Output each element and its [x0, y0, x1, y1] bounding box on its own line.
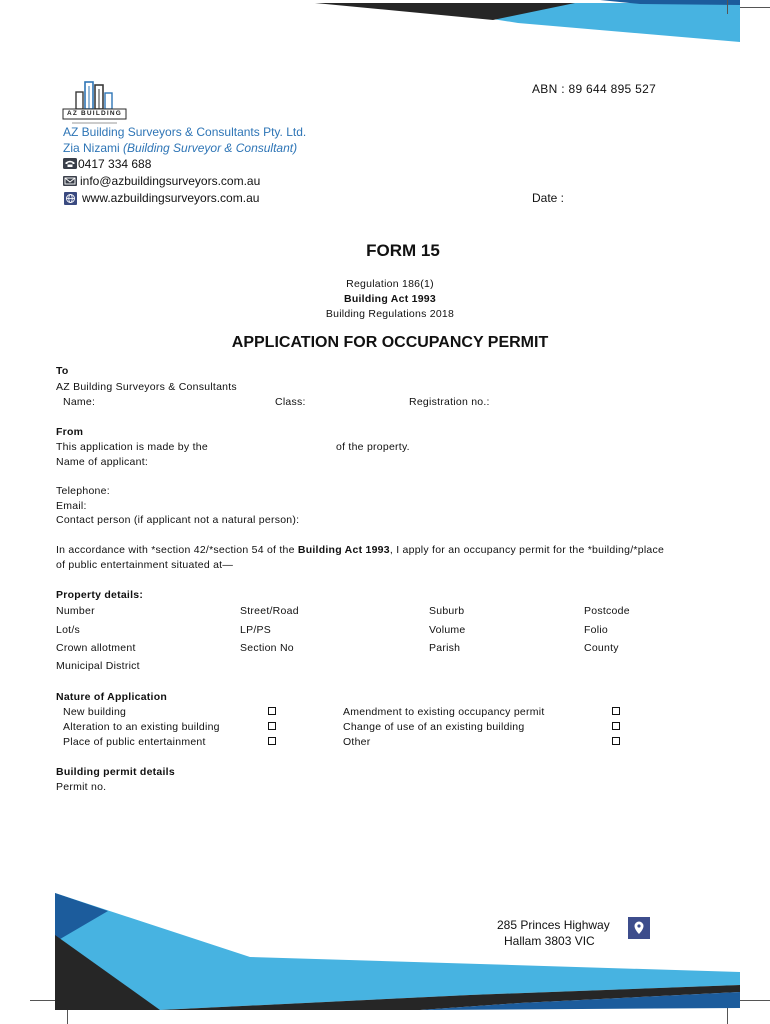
of-property-label: of the property. [336, 441, 410, 453]
new-building-checkbox[interactable] [268, 707, 276, 715]
contact-person-label: Contact person (if applicant not a natural person): [56, 514, 300, 526]
nature-option-label: Other [343, 736, 371, 748]
property-field-label: Folio [584, 624, 609, 636]
globe-icon [64, 192, 77, 205]
nature-heading: Nature of Application [56, 691, 168, 703]
recipient-name: AZ Building Surveyors & Consultants [56, 381, 237, 393]
nature-option-label: Alteration to an existing building [63, 721, 220, 733]
property-field-label: Municipal District [56, 660, 140, 672]
email-address[interactable]: info@azbuildingsurveyors.com.au [80, 174, 261, 188]
property-field-label: Street/Road [240, 605, 299, 617]
nature-option-label: Change of use of an existing building [343, 721, 525, 733]
property-field-label: Lot/s [56, 624, 81, 636]
company-logo [60, 78, 130, 128]
declaration-line-1 [56, 544, 664, 557]
class-label: Class: [275, 396, 306, 408]
declaration-text: , I apply for an occupancy permit for the *building/*place [389, 544, 665, 556]
applicant-name-label: Name of applicant: [56, 456, 149, 468]
crop-mark [740, 7, 770, 8]
change-of-use-checkbox[interactable] [612, 722, 620, 730]
form-number: FORM 15 [366, 241, 440, 260]
amendment-checkbox[interactable] [612, 707, 620, 715]
property-field-label: Parish [429, 642, 461, 654]
property-heading: Property details: [56, 589, 144, 601]
contact-line [63, 141, 297, 156]
property-field-label: Section No [240, 642, 294, 654]
crop-mark [727, 0, 728, 14]
declaration-text: In accordance with *section 42/*section 54 of the [56, 544, 298, 556]
phone-icon [63, 158, 77, 169]
company-name: AZ Building Surveyors & Consultants Pty. Ltd. [63, 125, 307, 139]
public-entertainment-checkbox[interactable] [268, 737, 276, 745]
property-field-label: Suburb [429, 605, 465, 617]
declaration-line-2: of public entertainment situated at— [56, 559, 234, 571]
property-field-label: Number [56, 605, 95, 617]
nature-option-label: New building [63, 706, 127, 718]
abn-number: ABN : 89 644 895 527 [532, 82, 657, 96]
telephone-label: Telephone: [56, 485, 110, 497]
map-pin-icon [628, 917, 650, 939]
contact-role: (Building Surveyor & Consultant) [123, 141, 298, 155]
footer-decoration [0, 880, 770, 1015]
regulations-reference: Building Regulations 2018 [325, 308, 455, 320]
alteration-checkbox[interactable] [268, 722, 276, 730]
email-label: Email: [56, 500, 87, 512]
property-field-label: Crown allotment [56, 642, 136, 654]
made-by-label: This application is made by the [56, 441, 208, 453]
property-field-label: LP/PS [240, 624, 272, 636]
permit-number-label: Permit no. [56, 781, 107, 793]
name-label: Name: [63, 396, 96, 408]
from-heading: From [56, 426, 84, 438]
property-field-label: County [584, 642, 619, 654]
to-heading: To [56, 365, 69, 377]
other-checkbox[interactable] [612, 737, 620, 745]
permit-heading: Building permit details [56, 766, 175, 778]
contact-name: Zia Nizami [63, 141, 120, 155]
regulation-reference: Regulation 186(1) [346, 278, 434, 290]
nature-option-label: Place of public entertainment [63, 736, 206, 748]
act-reference: Building Act 1993 [344, 293, 436, 305]
date-label: Date : [532, 191, 565, 205]
declaration-act: Building Act 1993 [297, 544, 390, 556]
page-title: APPLICATION FOR OCCUPANCY PERMIT [231, 334, 549, 351]
property-field-label: Volume [429, 624, 466, 636]
header-decoration [0, 0, 770, 50]
address-line-2: Hallam 3803 VIC [504, 934, 595, 948]
phone-number[interactable]: 0417 334 688 [78, 157, 152, 171]
address-line-1: 285 Princes Highway [497, 918, 610, 932]
nature-option-label: Amendment to existing occupancy permit [343, 706, 545, 718]
envelope-icon [63, 176, 77, 186]
website-link[interactable]: www.azbuildingsurveyors.com.au [82, 191, 260, 205]
registration-label: Registration no.: [409, 396, 490, 408]
logo-lettering: AZ BUILDING [66, 110, 123, 117]
property-field-label: Postcode [584, 605, 630, 617]
